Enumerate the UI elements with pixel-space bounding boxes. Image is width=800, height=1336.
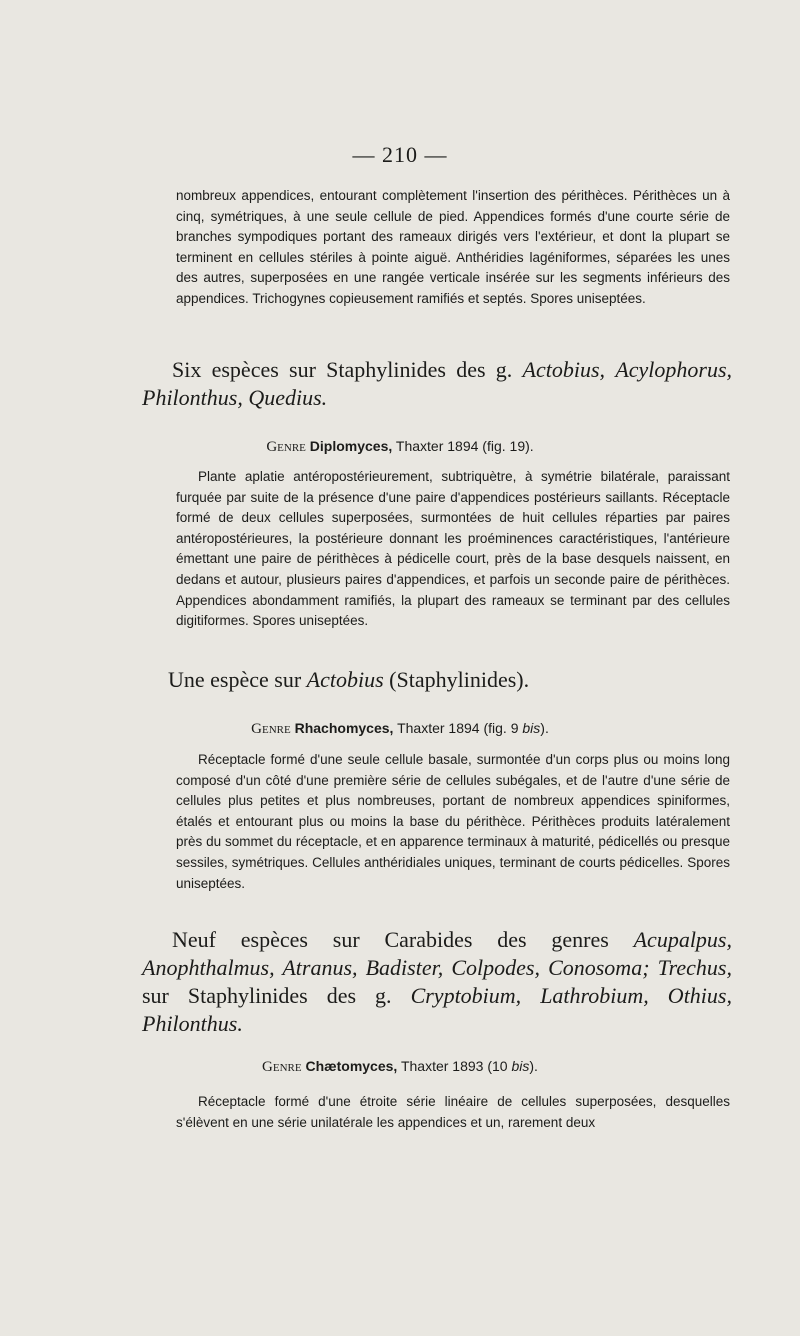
genre-citation-a: Thaxter 1894 (fig. 9 — [393, 720, 523, 736]
paragraph-3: Réceptacle formé d'une seule cellule basale, surmontée d'un corps plus ou moins long composé d'un côté d'une première série de cellules subégales, et de l'autre d'une série de cellules plus petites et plus nombreuses, portant de nombreux appendices spiniformes, étalés et entourant plus ou moins la base du périthèce. Périthèces produits latéralement près du sommet du réceptacle, et en apparence terminaux à maturité, pédicellés ou presque sessiles, symétriques. Cellules anthéridiales uniques, terminant de courts pédicelles. Spores uniseptées. — [176, 752, 730, 891]
genre-label: Genre — [251, 721, 291, 737]
staphylinid-genera: Cryptobium, Lathrobium, Othius, Philonthus. — [142, 983, 732, 1036]
species-note-3-prefix: Neuf espèces sur Carabides des genres — [172, 927, 634, 952]
genre-citation-b: bis — [511, 1058, 530, 1074]
species-note-3-mid: sur Staphylinides des g. — [142, 983, 411, 1008]
species-note-2-prefix: Une espèce sur — [168, 667, 307, 692]
paragraph-1: nombreux appendices, entourant complètement l'insertion des périthèces. Périthèces un à cinq, symétriques, à une seule cellule de pied. Appendices formés d'une courte série de branches sympodiques portant des rameaux dirigés vers l'extérieur, et dont la plupart se terminent en cellules stériles à pointe aiguë. Anthéridies lagéniformes, séparées les unes des autres, superposées en une rangée verticale insérée sur les segments inférieurs des appendices. Trichogynes copieusement ramifiés et septés. Spores uniseptées. — [176, 188, 730, 306]
paragraph-4: Réceptacle formé d'une étroite série linéaire de cellules superposées, desquelles s'élèvent en une série unilatérale les appendices et un, rarement deux — [176, 1094, 730, 1130]
genus-name-diplomyces: Diplomyces, — [309, 438, 393, 454]
species-note-1 — [142, 356, 732, 412]
genre-citation-c: ). — [529, 1058, 538, 1074]
genus-name-chaetomyces: Chætomyces, — [305, 1058, 398, 1074]
genre-label: Genre — [266, 439, 306, 455]
genre-citation-b: bis — [522, 720, 541, 736]
genre-label: Genre — [262, 1059, 302, 1075]
page-number: — 210 — — [352, 142, 448, 167]
genre-heading-rhachomyces — [0, 720, 800, 738]
genre-heading-diplomyces — [0, 438, 800, 456]
genre-citation-c: ). — [540, 720, 549, 736]
genus-acylophorus: Acylophorus, — [615, 357, 733, 382]
genre-citation-a: Thaxter 1893 (10 — [397, 1058, 512, 1074]
species-note-2-suffix: (Staphylinides). — [383, 667, 530, 692]
genus-actobius: Actobius, — [522, 357, 606, 382]
genus-quedius: Quedius. — [248, 385, 328, 410]
species-note-1-prefix: Six espèces sur Staphylinides des g. — [172, 357, 523, 382]
genus-philonthus: Philonthus, — [142, 385, 243, 410]
genus-name-rhachomyces: Rhachomyces, — [294, 720, 394, 736]
species-note-3 — [142, 926, 732, 1038]
genre-heading-chaetomyces — [0, 1058, 800, 1076]
paragraph-2: Plante aplatie antéropostérieurement, subtriquètre, à symétrie bilatérale, paraissant furquée par suite de la présence d'une paire d'appendices postérieurs saillants. Réceptacle formé de deux cellules superposées, surmontées de huit cellules réparties par paires antéropostérieures, la postérieure donnant les proéminences caractéristiques, l'antérieure émettant une paire de périthèces à pédicelle court, près de la base desquels naissent, en dedans et autour, plusieurs paires d'appendices, et parfois un seconde paire de périthèces. Appendices abondamment ramifiés, la plupart des rameaux se terminant par des cellules digitiformes. Spores uniseptées. — [176, 469, 730, 629]
genre-citation: Thaxter 1894 (fig. 19). — [392, 438, 534, 454]
genus-actobius-2: Actobius — [306, 667, 384, 692]
carabid-genera: Acupalpus, Anophthalmus, Atranus, Badister, Colpodes, Conosoma; Trechus, — [142, 927, 732, 980]
species-note-2 — [168, 666, 758, 694]
